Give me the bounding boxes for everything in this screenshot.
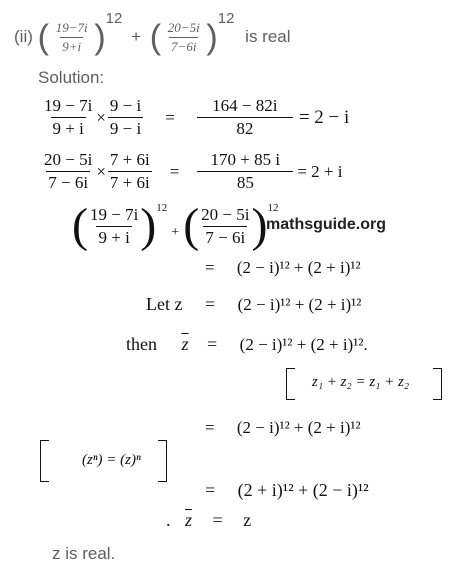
problem-power-2: 12 <box>217 10 235 28</box>
note2-text: (zⁿ) = (z)ⁿ <box>82 452 141 468</box>
equals-sign: = <box>204 294 216 314</box>
eq-row-let <box>146 294 361 315</box>
note1-bracket-right <box>433 368 442 400</box>
solution-label: Solution: <box>38 68 105 87</box>
problem-label: (ii) <box>14 26 33 46</box>
problem-plus: + <box>131 26 141 46</box>
note2-bracket-left <box>40 440 49 482</box>
times-sign: × <box>96 161 106 181</box>
eq-row-5-rhs: (2 + i)¹² + (2 − i)¹² <box>237 480 369 500</box>
then-rhs: (2 − i)¹² + (2 + i)¹². <box>239 335 368 354</box>
equals-sign: = <box>212 510 223 530</box>
step2-result: = 2 + i <box>297 161 343 181</box>
then-label: then <box>126 334 157 354</box>
note2-bracket-right <box>158 440 167 482</box>
paren-open: ( <box>37 18 49 57</box>
equals-sign: = <box>165 107 175 127</box>
equals-sign: = <box>205 480 216 500</box>
note1-text: z₁ + z₂ = z₁ + z₂ <box>312 374 410 390</box>
step3-fraction-1: $\frac{19 - 7i}{9 + i}$ <box>89 204 139 247</box>
step1-result: = 2 − i <box>298 106 350 128</box>
times-sign: × <box>96 107 106 127</box>
problem-power-1: 12 <box>105 10 123 28</box>
problem-suffix: is real <box>245 26 291 46</box>
let-rhs: (2 − i)¹² + (2 + i)¹² <box>237 295 362 314</box>
problem-fraction-2: $\frac{20-5i}{7-6i}$ <box>167 20 200 54</box>
conclusion: z is real. <box>52 544 116 563</box>
eq-row-1-rhs: (2 − i)¹² + (2 + i)¹² <box>236 258 361 277</box>
equals-sign: = <box>207 334 218 354</box>
equals-sign: = <box>205 418 215 437</box>
step2-fraction-2: $\frac{7 + 6i}{7 + 6i}$ <box>109 150 150 192</box>
eq-row-then <box>126 334 368 355</box>
equals-sign: = <box>169 161 180 181</box>
note1-bracket-left <box>286 368 295 400</box>
watermark: mathsguide.org <box>266 216 387 233</box>
z-bar-symbol: $\overline{z}$ <box>185 510 193 530</box>
eq-row-4-rhs: (2 − i)¹² + (2 + i)¹² <box>236 418 361 437</box>
paren-open: ( <box>183 199 200 252</box>
paren-close-2: ) <box>206 18 218 57</box>
step1-equation <box>42 96 349 139</box>
plus-sign: + <box>171 225 180 240</box>
paren-close: ) <box>140 199 157 252</box>
paren-open-2: ( <box>149 18 162 57</box>
paren-close: ) <box>251 199 268 252</box>
step3-power-2: 12 <box>267 202 279 214</box>
step3-power-1: 12 <box>156 202 168 214</box>
paren-open: ( <box>72 199 88 252</box>
eq-row-4 <box>205 418 361 438</box>
step2-equation <box>42 150 342 193</box>
step1-fraction-1: $\frac{19 - 7i}{9 + i}$ <box>44 96 93 138</box>
equals-sign: = <box>205 258 215 277</box>
eq-row-6 <box>166 510 251 531</box>
let-z-label: Let z <box>146 294 183 314</box>
eq-row-1 <box>205 258 361 278</box>
dot-mark: . <box>166 510 171 530</box>
eq-row-6-rhs: z <box>243 510 252 530</box>
step1-fraction-2: $\frac{9 - i}{9 - i}$ <box>109 96 142 138</box>
step2-fraction-1: $\frac{20 - 5i}{7 - 6i}$ <box>44 150 93 192</box>
step3-expression <box>72 199 279 252</box>
z-bar-symbol: $\overline{z}$ <box>181 334 189 354</box>
eq-row-5 <box>205 480 369 501</box>
step3-fraction-2: $\frac{20 - 5i}{7 - 6i}$ <box>201 204 250 247</box>
problem-statement <box>14 10 291 57</box>
paren-close: ) <box>94 18 106 57</box>
problem-fraction-1: $\frac{19-7i}{9+i}$ <box>55 20 88 54</box>
step2-fraction-3: $\frac{170 + 85 i}{85}$ <box>197 150 293 193</box>
step1-fraction-3: $\frac{164 - 82i}{82}$ <box>197 96 293 139</box>
